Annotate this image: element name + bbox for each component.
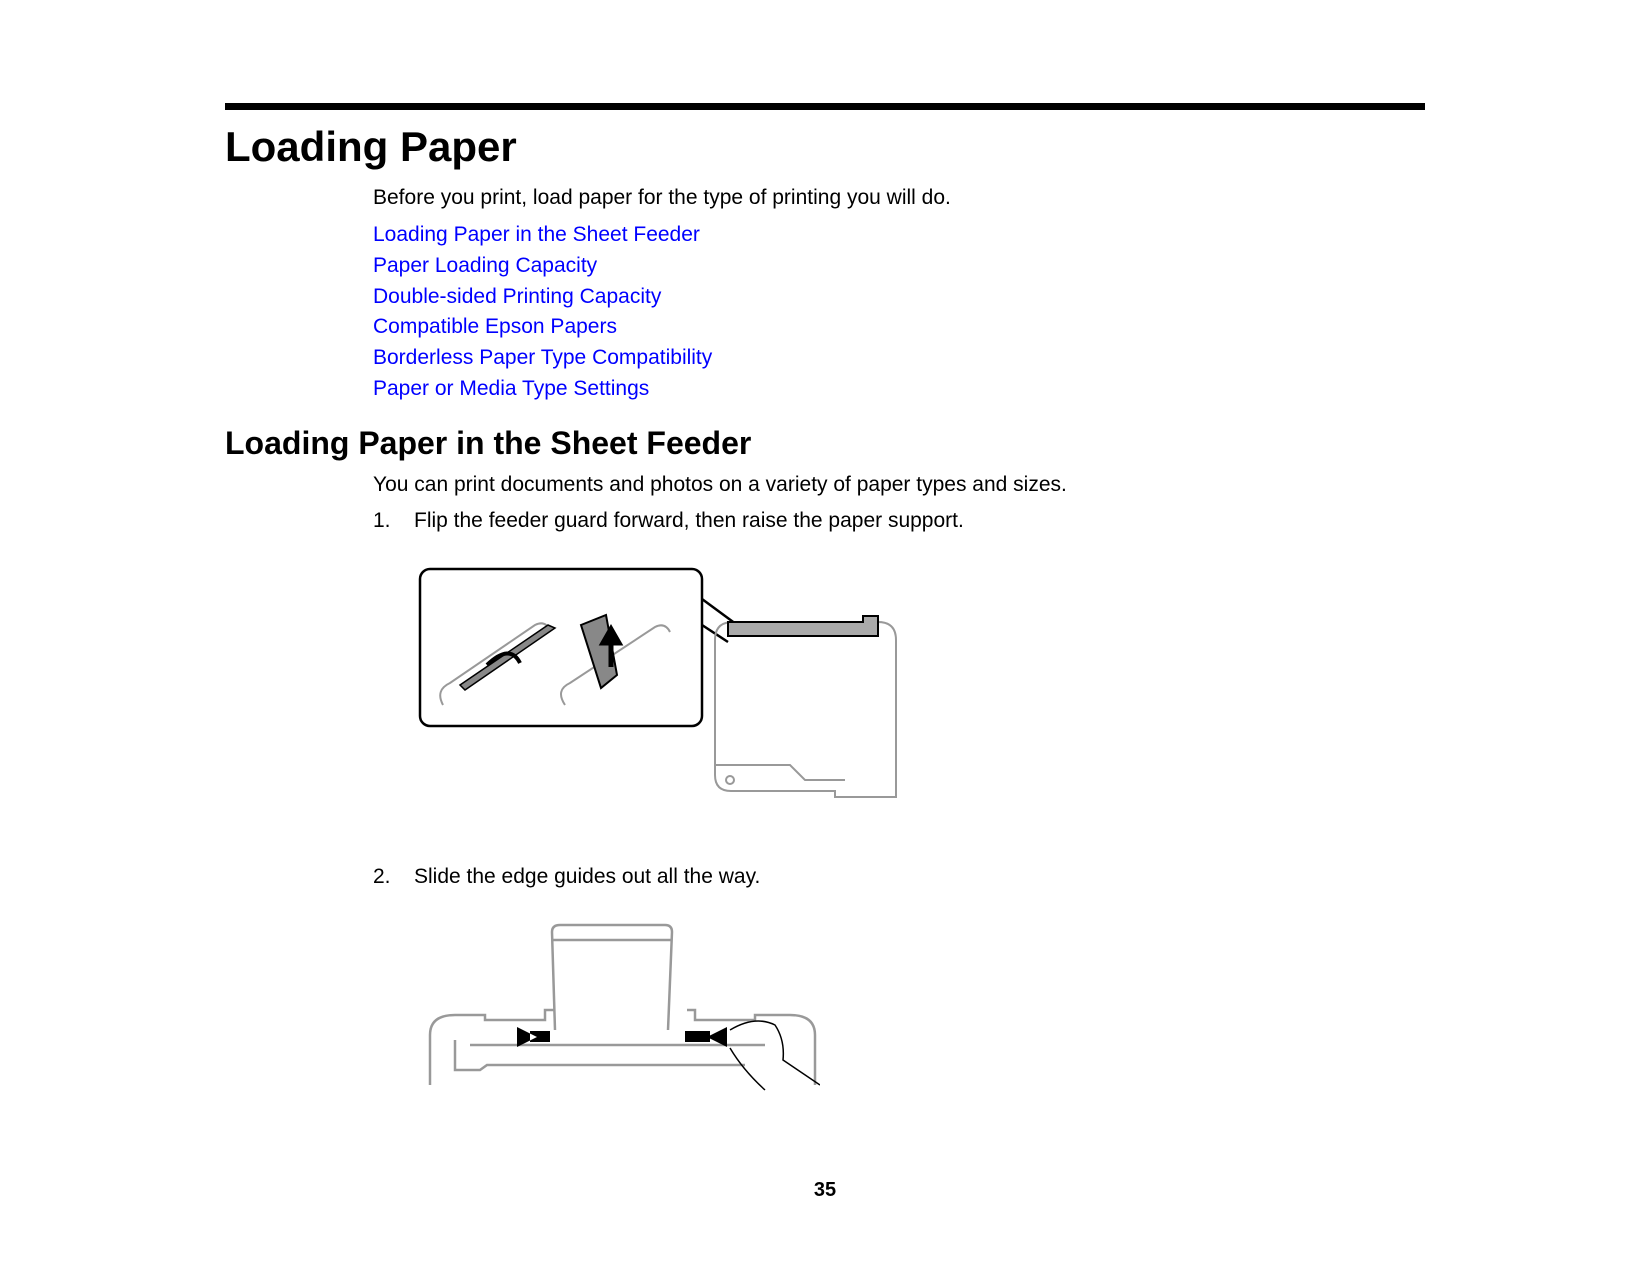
step-text: Flip the feeder guard forward, then raise the paper support. [414,509,964,532]
step-number: 1. [373,509,391,532]
section-title: Loading Paper in the Sheet Feeder [225,425,752,461]
link-double-sided-capacity[interactable]: Double-sided Printing Capacity [373,285,662,308]
link-compatible-papers[interactable]: Compatible Epson Papers [373,315,617,338]
page-title: Loading Paper [225,123,517,170]
link-borderless-compat[interactable]: Borderless Paper Type Compatibility [373,346,713,369]
page-number: 35 [813,1179,837,1201]
step-text: Slide the edge guides out all the way. [414,865,761,888]
link-paper-loading-capacity[interactable]: Paper Loading Capacity [373,254,598,277]
edge-guides-illustration [425,920,820,1100]
link-sheet-feeder[interactable]: Loading Paper in the Sheet Feeder [373,223,700,246]
step-number: 2. [373,865,391,888]
section-intro: You can print documents and photos on a variety of paper types and sizes. [373,473,1067,496]
link-media-type-settings[interactable]: Paper or Media Type Settings [373,377,650,400]
feeder-guard-illustration [415,565,910,801]
header-rule [225,103,1425,110]
intro-text: Before you print, load paper for the type of printing you will do. [373,186,951,209]
